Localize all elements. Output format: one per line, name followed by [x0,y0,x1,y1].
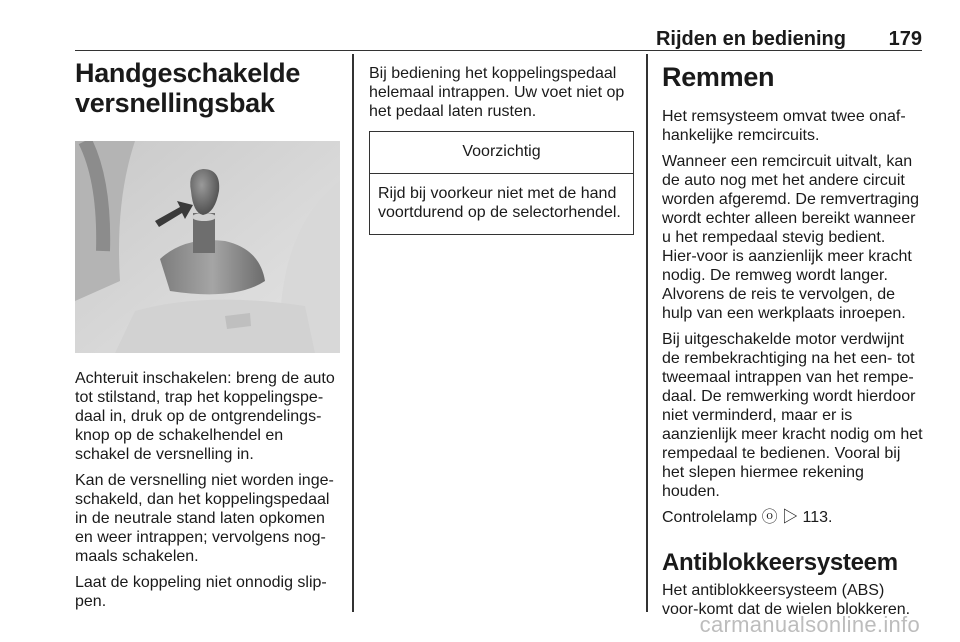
control-lamp-line: Controlelamp ⓞ ▷ 113. [662,509,833,526]
paragraph: Achteruit inschakelen: breng de auto tot stilstand, trap het koppelingspe-daal in, druk op de ontgrendelings-knop op de schakelhendel en schakel de versnelling in. [75,370,335,463]
section-heading-abs: Antiblokkeersysteem [662,549,898,576]
page-number: 179 [888,28,922,50]
paragraph: Bij uitgeschakelde motor verdwijnt de rembekrachtiging na het een- tot tweemaal intrappen van het rempe-daal. De remwerking wordt hierdoor niet verminderd, maar er is aanzienlijk meer kracht nodig om het rempedaal te bedienen. Vooral bij het slepen hiermee rekening houden. [662,331,923,500]
caution-text: Rijd bij voorkeur niet met de hand voortdurend op de selectorhendel. [378,185,621,221]
caution-title: Voorzichtig [370,132,633,174]
paragraph: Wanneer een remcircuit uitvalt, kan de auto nog met het andere circuit worden afgeremd. De remvertraging wordt echter alleen bereikt wanneer u het rempedaal stevig bedient. Hier-voor is aanzienlijk meer kracht nodig. De remweg wordt langer. Alvorens de reis te vervolgen, de hulp van een werkplaats inroepen. [662,153,920,322]
watermark: carmanualsonline.info [699,612,920,637]
column-divider-left [352,54,354,612]
right-column [662,64,924,626]
page-reference: 113. [802,509,833,526]
brake-warning-icon: ⓞ [761,509,778,526]
column-divider-right [646,54,648,612]
middle-column [369,64,634,235]
paragraph: Bij bediening het koppelingspedaal helemaal intrappen. Uw voet niet op het pedaal laten rusten. [369,65,625,120]
page-ref-arrow-icon: ▷ [782,509,799,526]
gear-lever-photo [75,141,340,353]
paragraph: Het antiblokkeersysteem (ABS) voor-komt dat de wielen blokkeren. [662,582,911,618]
section-heading-brakes: Remmen [662,62,775,92]
caution-box [369,131,634,235]
paragraph: Kan de versnelling niet worden inge-schakeld, dan het koppelingspedaal in de neutrale stand laten opkomen en weer intrappen; vervolgens nog-maals schakelen. [75,472,334,565]
paragraph: Laat de koppeling niet onnodig slip-pen. [75,574,327,610]
section-heading-manual-gearbox: Handgeschakelde versnellingsbak [75,58,301,118]
left-column [75,58,340,618]
paragraph: Het remsysteem omvat twee onaf-hankelijke remcircuits. [662,108,906,144]
chapter-title: Rijden en bediening [655,28,846,50]
page-header [75,26,922,51]
